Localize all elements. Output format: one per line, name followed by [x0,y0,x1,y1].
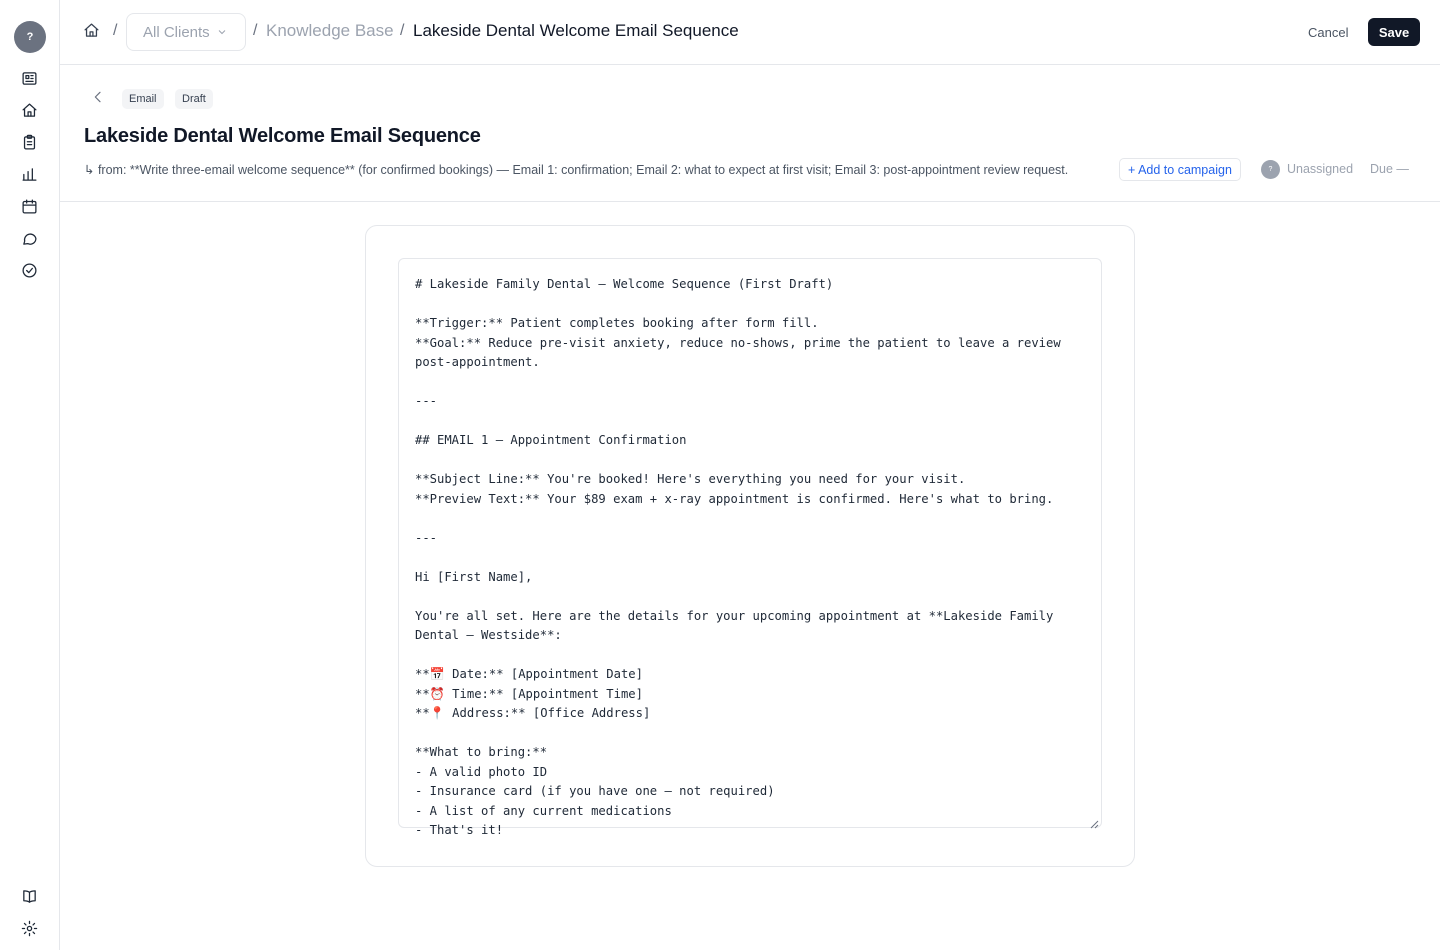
breadcrumb-separator: / [253,22,258,39]
check-circle-icon[interactable] [19,260,39,280]
breadcrumb-separator: / [113,22,118,39]
content-textarea[interactable] [398,258,1102,837]
home-icon[interactable] [83,22,101,40]
content-text[interactable]: # Lakeside Family Dental — Welcome Sequence (First Draft) **Trigger:** Patient completes booking after form fill. **Goal:** Reduce pre-visit anxiety, reduce no-shows, prime the patient to leave a review post-appointment. --- ## EMAIL 1 — Appointment Confirmation **Subject Line:** You're booked! Here's everything you need for your visit. **Preview Text:** Your $89 exam + x-ray appointment is confirmed. Here's what to bring. --- Hi [First Name], You're all set. Here are the details for your upcoming appointment at **Lakeside Family Dental — Westside**: **📅 Date:** [Appointment Date] **⏰ Time:** [Appointment Time] **📍 Address:** [Office Address] **What to bring:** - A valid photo ID - Insurance card (if you have one — not required) - A list of any current medications - That's it! [415,277,1061,837]
calendar-icon[interactable] [19,196,39,216]
resize-handle[interactable] [1090,816,1099,825]
chat-bubble-icon[interactable] [19,228,39,248]
save-button[interactable]: Save [1368,18,1420,46]
breadcrumb-knowledge-base[interactable]: Knowledge Base [266,21,394,40]
page-title: Lakeside Dental Welcome Email Sequence [84,125,481,147]
tag-email: Email [122,89,164,109]
gear-icon[interactable] [19,918,39,938]
client-select-label: All Clients [143,23,210,41]
editor-card [365,225,1135,867]
client-select[interactable] [126,13,246,51]
breadcrumb-current: Lakeside Dental Welcome Email Sequence [413,21,739,40]
breadcrumb-separator: / [400,22,405,39]
assignee-avatar: ? [1261,160,1280,179]
cancel-button[interactable]: Cancel [1298,18,1358,46]
assignee-field[interactable]: Unassigned [1287,162,1354,176]
chevron-down-icon [216,26,228,38]
top-bar [60,0,1440,65]
add-to-campaign-button[interactable]: + Add to campaign [1119,158,1241,181]
source-task-line: ↳ from: **Write three-email welcome sequence** (for confirmed bookings) — Email 1: confirmation; Email 2: what to expect at first visit; Email 3: post-appointment review request. [84,163,1069,177]
bar-chart-icon[interactable] [19,164,39,184]
home-icon[interactable] [19,100,39,120]
chevron-left-icon[interactable] [90,89,108,107]
book-icon[interactable] [19,886,39,906]
avatar[interactable]: ? [14,21,46,53]
tag-draft: Draft [175,89,213,109]
clipboard-icon[interactable] [19,132,39,152]
due-date-field[interactable]: Due — [1370,162,1409,176]
sidebar [0,0,60,950]
document-header [60,65,1440,202]
newspaper-icon[interactable] [19,68,39,88]
